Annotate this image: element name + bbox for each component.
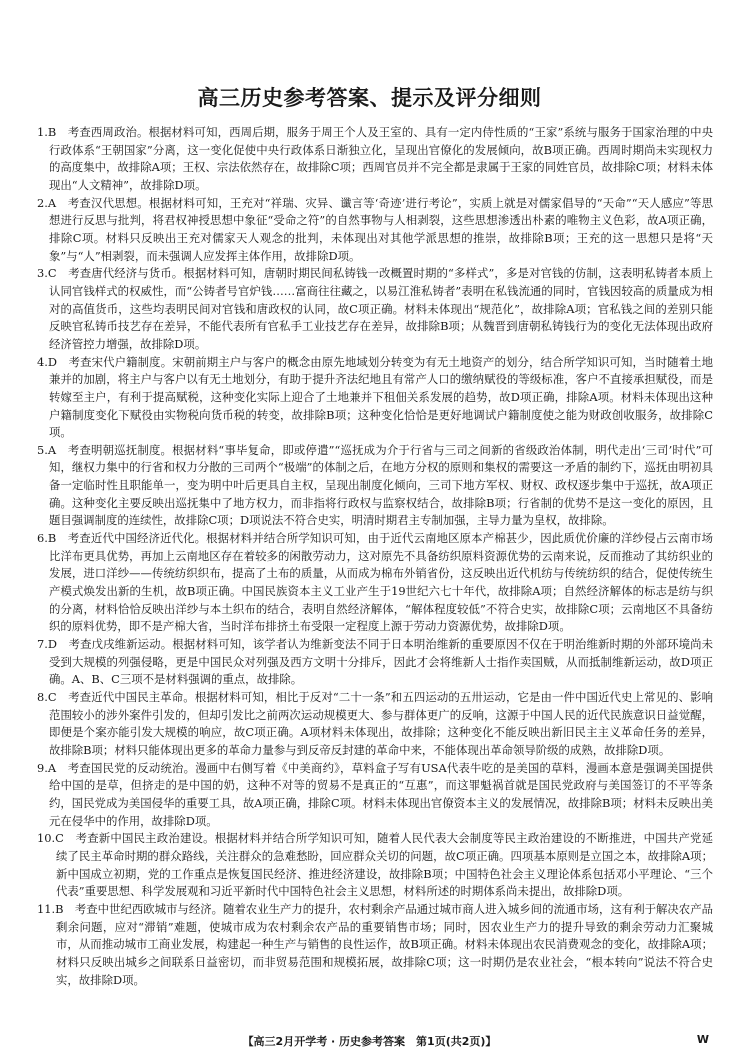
footer-page-info: 【高三2月开学考 · 历史参考答案 第1页(共2页)】 [242,1035,497,1048]
answer-item: 6.B 考查近代中国经济近代化。根据材料并结合所学知识可知，由于近代云南地区原本产棉甚少，因此质优价廉的洋纱侵占云南市场比洋布更具优势，再加上云南地区存在着较多的闲散劳动力，这对原先不具备纺织原料资源优势的云南来说，反而推动了其纺织业的发展，进口洋纱——传统纺织织布，提高了土布的质量，从而成为棉布外销省份，这反映出近代机纺与传统纺织的结合，促使传统生产模式焕发出新的生机，故B项正确。中国民族资本主义工业产生于19世纪六七十年代，故排除A项；自然经济解体的标志是纺与织的分离，材料恰恰反映出洋纱与本土织布的结合，表明自然经济解体，“解体程度较低”不符合史实，故排除C项；云南地区不具备纺织的原料优势，即不是产棉大省，当时洋布排挤土布受限一定程度上源于劳动力资源优势，故排除D项。 [37,531,713,634]
page-title: 高三历史参考答案、提示及评分细则 [197,86,542,110]
answer-item: 3.C 考查唐代经济与货币。根据材料可知，唐朝时期民间私铸钱一改概置时期的“多样式”，多是对官钱的仿制，这表明私铸者本质上认同官钱样式的权威性，而“公铸者号官炉钱……富商往往藏之，以易江淮私铸者”表明在私钱流通的同时，官钱因较高的质量成为相对的高值货币，这些均表明民间对官钱和唐政权的认同，故C项正确。材料未体现出“规范化”，故排除A项；官私钱之间的差别只能反映官私铸币技艺存在差异，不能代表所有官私手工业技艺存在差异，故排除B项；从魏晋到唐朝私铸钱行为的变化无法体现出政府经济管控力增强，故排除D项。 [37,266,713,351]
answer-item: 7.D 考查戊戌维新运动。根据材料可知，该学者认为维新变法不同于日本明治维新的重要原因不仅在于明治维新时期的外部环境尚未受到大规模的列强侵略，更是中国民众对列强及西方文明十分排斥，因此才会将维新人士指作卖国贼，从而抵制维新运动，故D项正确。A、B、C三项不是材料强调的重点，故排除。 [37,637,713,687]
footer-code: W [696,1033,709,1046]
answer-list [37,124,713,989]
answer-item: 5.A 考查明朝巡抚制度。根据材料“事毕复命，即或停遣”“巡抚成为介于行省与三司之间新的省级政治体制，明代走出‘三司’时代”可知，继权力集中的行省和权力分散的三司两个“极端”的体制之后，在地方分权的原则和集权的需要这一矛盾的制约下，巡抚由明初具备一定临时性且职能单一，变为明中叶后更具自主权，呈现出制度化倾向，三司下地方军权、财权、政权逐步集中于巡抚，故A项正确。这种变化主要反映出巡抚集中了地方权力，而非指将行政权与监察权结合，故排除B项；行省制的优势不是这一变化的原因，且题目强调制度的连续性，故排除C项；D项说法不符合史实，明清时期君主专制加强，主导力量为皇权，故排除。 [37,442,713,528]
answer-item: 4.D 考查宋代户籍制度。宋朝前期主户与客户的概念由原先地域划分转变为有无土地资产的划分，结合所学知识可知，当时随着土地兼并的加剧，将主户与客户以有无土地划分，有助于提升齐法纪地且有常产人口的缴纳赋役的等级标准，客户不直接承担赋役，而是转嫁至主户，有利于提高赋税，这种变化实际上迎合了土地兼并下租佃关系发展的趋势，故D项正确，排除A项。材料未体现出这种户籍制度变化下赋役由实物税向货币税的转变，故排除B项；这种变化恰恰是更好地调试户籍制度使之能为财政创收服务，故排除C项。 [37,354,713,440]
answer-item: 8.C 考查近代中国民主革命。根据材料可知，相比于反对“二十一条”和五四运动的五卅运动，它是由一件中国近代史上常见的、影响范围较小的涉外案件引发的，但却引发比之前两次运动规模更大、参与群体更广的反响，这源于中国人民的近代民族意识日益觉醒，即便是个案亦能引发大规模的响应，故C项正确。A项材料未体现出，故排除；这种变化不能反映出新旧民主主义革命任务的差异，故排除B项；材料只能体现出更多的革命力量参与到反帝反封建的革命中来，不能体现出革命领导阶级的成熟，故排除D项。 [37,690,713,757]
page-footer [0,1033,739,1049]
answer-item: 11.B 考查中世纪西欧城市与经济。随着农业生产力的提升，农村剩余产品通过城市商人进入城乡间的流通市场，这有利于解决农产品剩余问题，应对“滞销”难题，使城市成为农村剩余农产品的重要销售市场；同时，因农业生产力的提升导致的剩余劳动力汇聚城市，从而推动城市工商业发展，构建起一种生产与销售的良性运作，故B项正确。材料未体现出农民消费观念的变化，故排除A项；材料只反映出城乡之间联系日益密切，而非贸易范围和规模拓展，故排除C项；这一时期仍是农业社会，“根本转向”说法不符合史实，故排除D项。 [37,901,713,987]
answer-item: 10.C 考查新中国民主政治建设。根据材料并结合所学知识可知，随着人民代表大会制度等民主政治建设的不断推进，中国共产党延续了民主革命时期的群众路线，关注群众的急难愁盼，回应群众关切的问题，故C项正确。四项基本原则是立国之本，故排除A项；新中国成立初期，党的工作重点是恢复国民经济、推进经济建设，故排除B项；中国特色社会主义理论体系包括邓小平理论、“三个代表”重要思想、科学发展观和习近平新时代中国特色社会主义思想，材料所述的时期体系尚未提出，故排除D项。 [37,831,713,899]
answer-item: 9.A 考查国民党的反动统治。漫画中右侧写着《中美商约》，草料盒子写有USA代表牛吃的是美国的草料，漫画本意是强调美国提供给中国的是草，但挤走的是中国的奶，这种不对等的贸易不是真正的“互惠”，而这罪魁祸首就是国民党政府与美国签订的不平等条约，国民党成为美国侵华的重要工具，故A项正确，排除C项。材料未体现出官僚资本主义的发展情况，故排除B项；材料未反映出美元在侵华中的作用，故排除D项。 [37,760,713,828]
answer-item: 2.A 考查汉代思想。根据材料可知，王充对“祥瑞、灾异、谶言等‘奇迹’进行考论”，实质上就是对儒家倡导的“天命”“天人感应”等思想进行反思与批判，将君权神授思想中象征“受命之符”的自然事物与人相剥裂，这些思想渗透出朴素的唯物主义色彩，故A项正确，排除C项。材料只反映出王充对儒家天人观念的批判，未体现出对其他学派思想的推崇，故排除B项；王充的这一思想只是将“天象”与“人”相剥裂，而未强调人应发挥主体作用，故排除D项。 [37,195,713,263]
answer-item: 1.B 考查西周政治。根据材料可知，西周后期，服务于周王个人及王室的、具有一定内侍性质的“王家”系统与服务于国家治理的中央行政体系“王朝国家”分离，这一变化促使中央行政体系日渐独立化，呈现出官僚化的发展倾向，故B项正确。西周时期尚未实现权力的高度集中，故排除A项；王权、宗法依然存在，故排除C项；西周官员并不完全都是隶属于王家的同姓官员，故排除C项；材料未体现出“人文精神”，故排除D项。 [37,125,713,192]
